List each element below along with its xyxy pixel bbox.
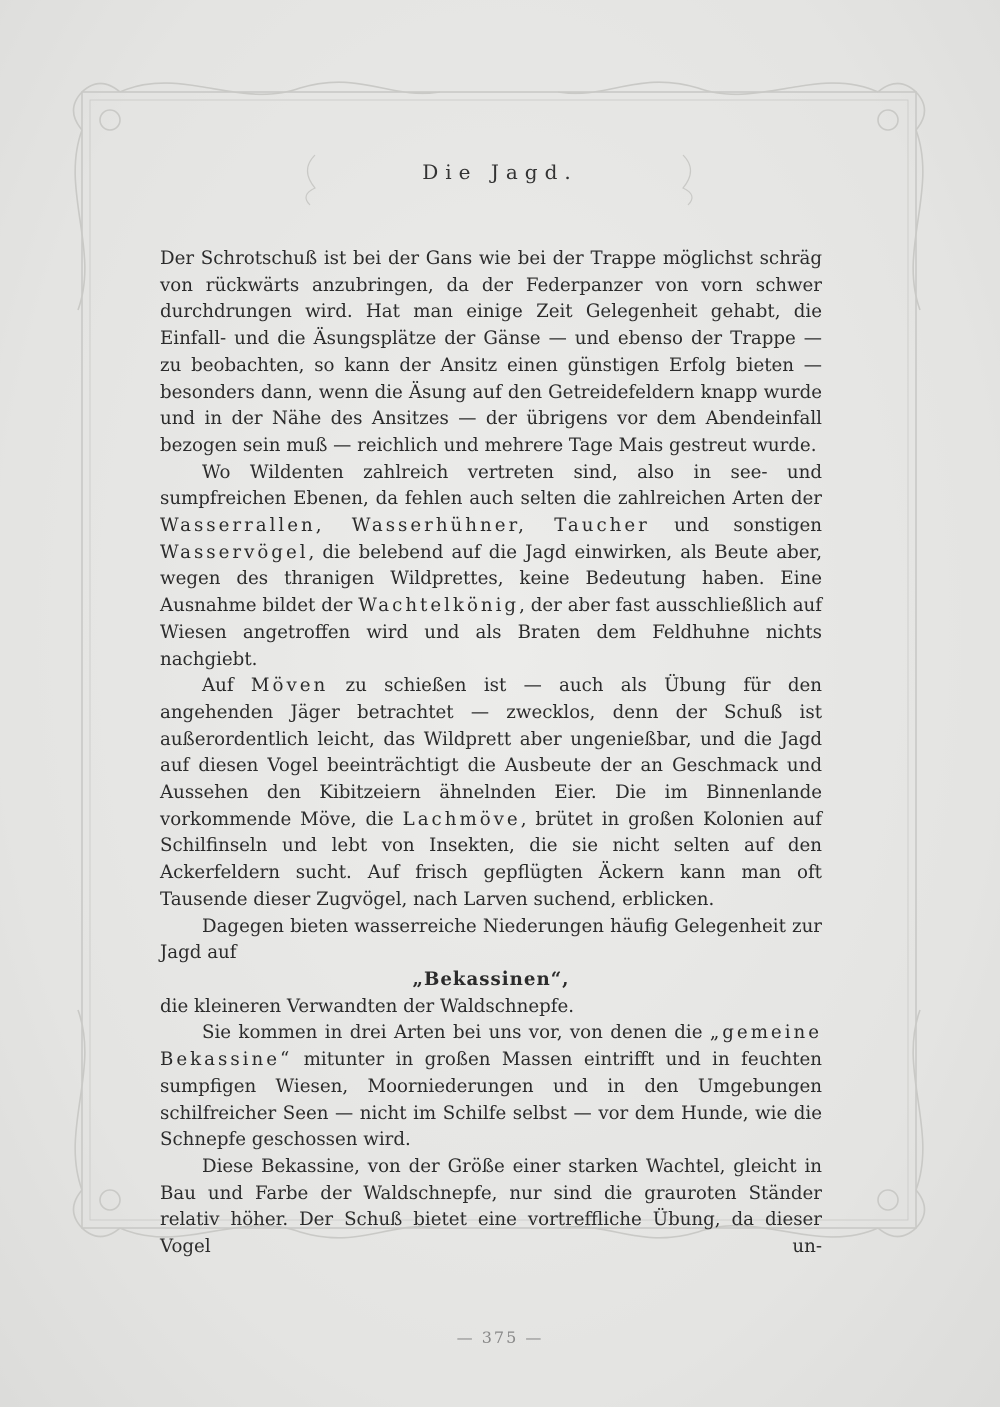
text-span: Wo Wildenten zahlreich vertreten sind, also in see- und sumpfreichen Ebenen, da fehlen auch selten die zahlreichen Arten der — [160, 461, 822, 510]
emphasized-term: Wasservögel — [160, 541, 309, 563]
text-span: Auf — [202, 675, 251, 697]
page-number: — 375 — — [456, 1328, 544, 1347]
paragraph: die kleineren Verwandten der Waldschnepfe. — [160, 995, 575, 1017]
text-span: zu schießen ist — auch als Übung für den angehenden Jäger betrachtet — zwecklos, denn der Schuß ist außerordentlich leicht, das Wildprett aber ungenießbar, und die Jagd auf diesen Vogel beeinträchtigt die Ausbeute der an Geschmack und Aussehen den Kibitzeiern ähnelnden Eier. Die im Binnenlande vorkommende Möve, die — [160, 675, 822, 830]
paragraph — [160, 1020, 822, 1154]
paragraph — [160, 460, 822, 674]
paragraph: Der Schrotschuß ist bei der Gans wie bei der Trappe möglichst schräg von rückwärts anzubringen, da der Federpanzer von vorn schwer durchdrungen wird. Hat man einige Zeit Gelegenheit gehabt, die Einfall- und die Äsungsplätze der Gänse — und ebenso der Trappe — zu beobachten, so kann der Ansitz einen günstigen Erfolg bieten — besonders dann, wenn die Äsung auf den Getreidefeldern knapp wurde und in der Nähe des Ansitzes — der übrigens vor dem Abendeinfall bezogen sein muß — reichlich und mehrere Tage Mais gestreut wurde. — [160, 248, 822, 456]
emphasized-term: Wachtelkönig — [358, 595, 520, 617]
text-span: , der aber fast ausschließlich auf Wiesen angetroffen wird und als Braten dem Feldhuhne nichts nachgiebt. — [160, 595, 822, 670]
text-span: , brütet in großen Kolonien auf Schilfinseln und lebt von Insekten, die sie nicht selten auf den Ackerfeldern sucht. Auf frisch gepflügten Äckern kann man oft Tausende dieser Zugvögel, nach Larven suchend, erblicken. — [160, 808, 823, 910]
emphasized-term: „gemeine Bekassine“ — [160, 1022, 822, 1071]
text-span: , die belebend auf die Jagd einwirken, als Beute aber, wegen des thranigen Wildprettes, keine Bedeutung haben. Eine Ausnahme bildet der — [160, 541, 822, 617]
text-span: und sonstigen — [649, 515, 822, 537]
paragraph: Diese Bekassine, von der Größe einer starken Wachtel, gleicht in Bau und Farbe der Waldschnepfe, nur sind die grauroten Ständer relativ höher. Der Schuß bietet eine vortreffliche Übung, da dieser Vogel un- — [160, 1155, 822, 1258]
emphasized-term: Wasserrallen, Wasserhühner, Taucher — [160, 515, 650, 537]
running-header: Die Jagd. — [422, 160, 578, 184]
body-text — [160, 246, 822, 1261]
text-span: mitunter in großen Massen eintrifft und in feuchten sumpfigen Wiesen, Moorniederungen und in den Umgebungen schilfreicher Seen — nicht im Schilfe selbst — vor dem Hunde, wie die Schnepfe geschossen wird. — [160, 1049, 822, 1151]
paragraph — [160, 673, 822, 913]
emphasized-term: Möven — [250, 675, 329, 697]
text-span: Sie kommen in drei Arten bei uns vor, von denen die — [202, 1022, 710, 1044]
paragraph: Dagegen bieten wasserreiche Niederungen häufig Gelegenheit zur Jagd auf — [160, 915, 822, 964]
emphasized-term: Lachmöve — [402, 808, 521, 830]
section-heading: „Bekassinen“, — [412, 968, 570, 990]
